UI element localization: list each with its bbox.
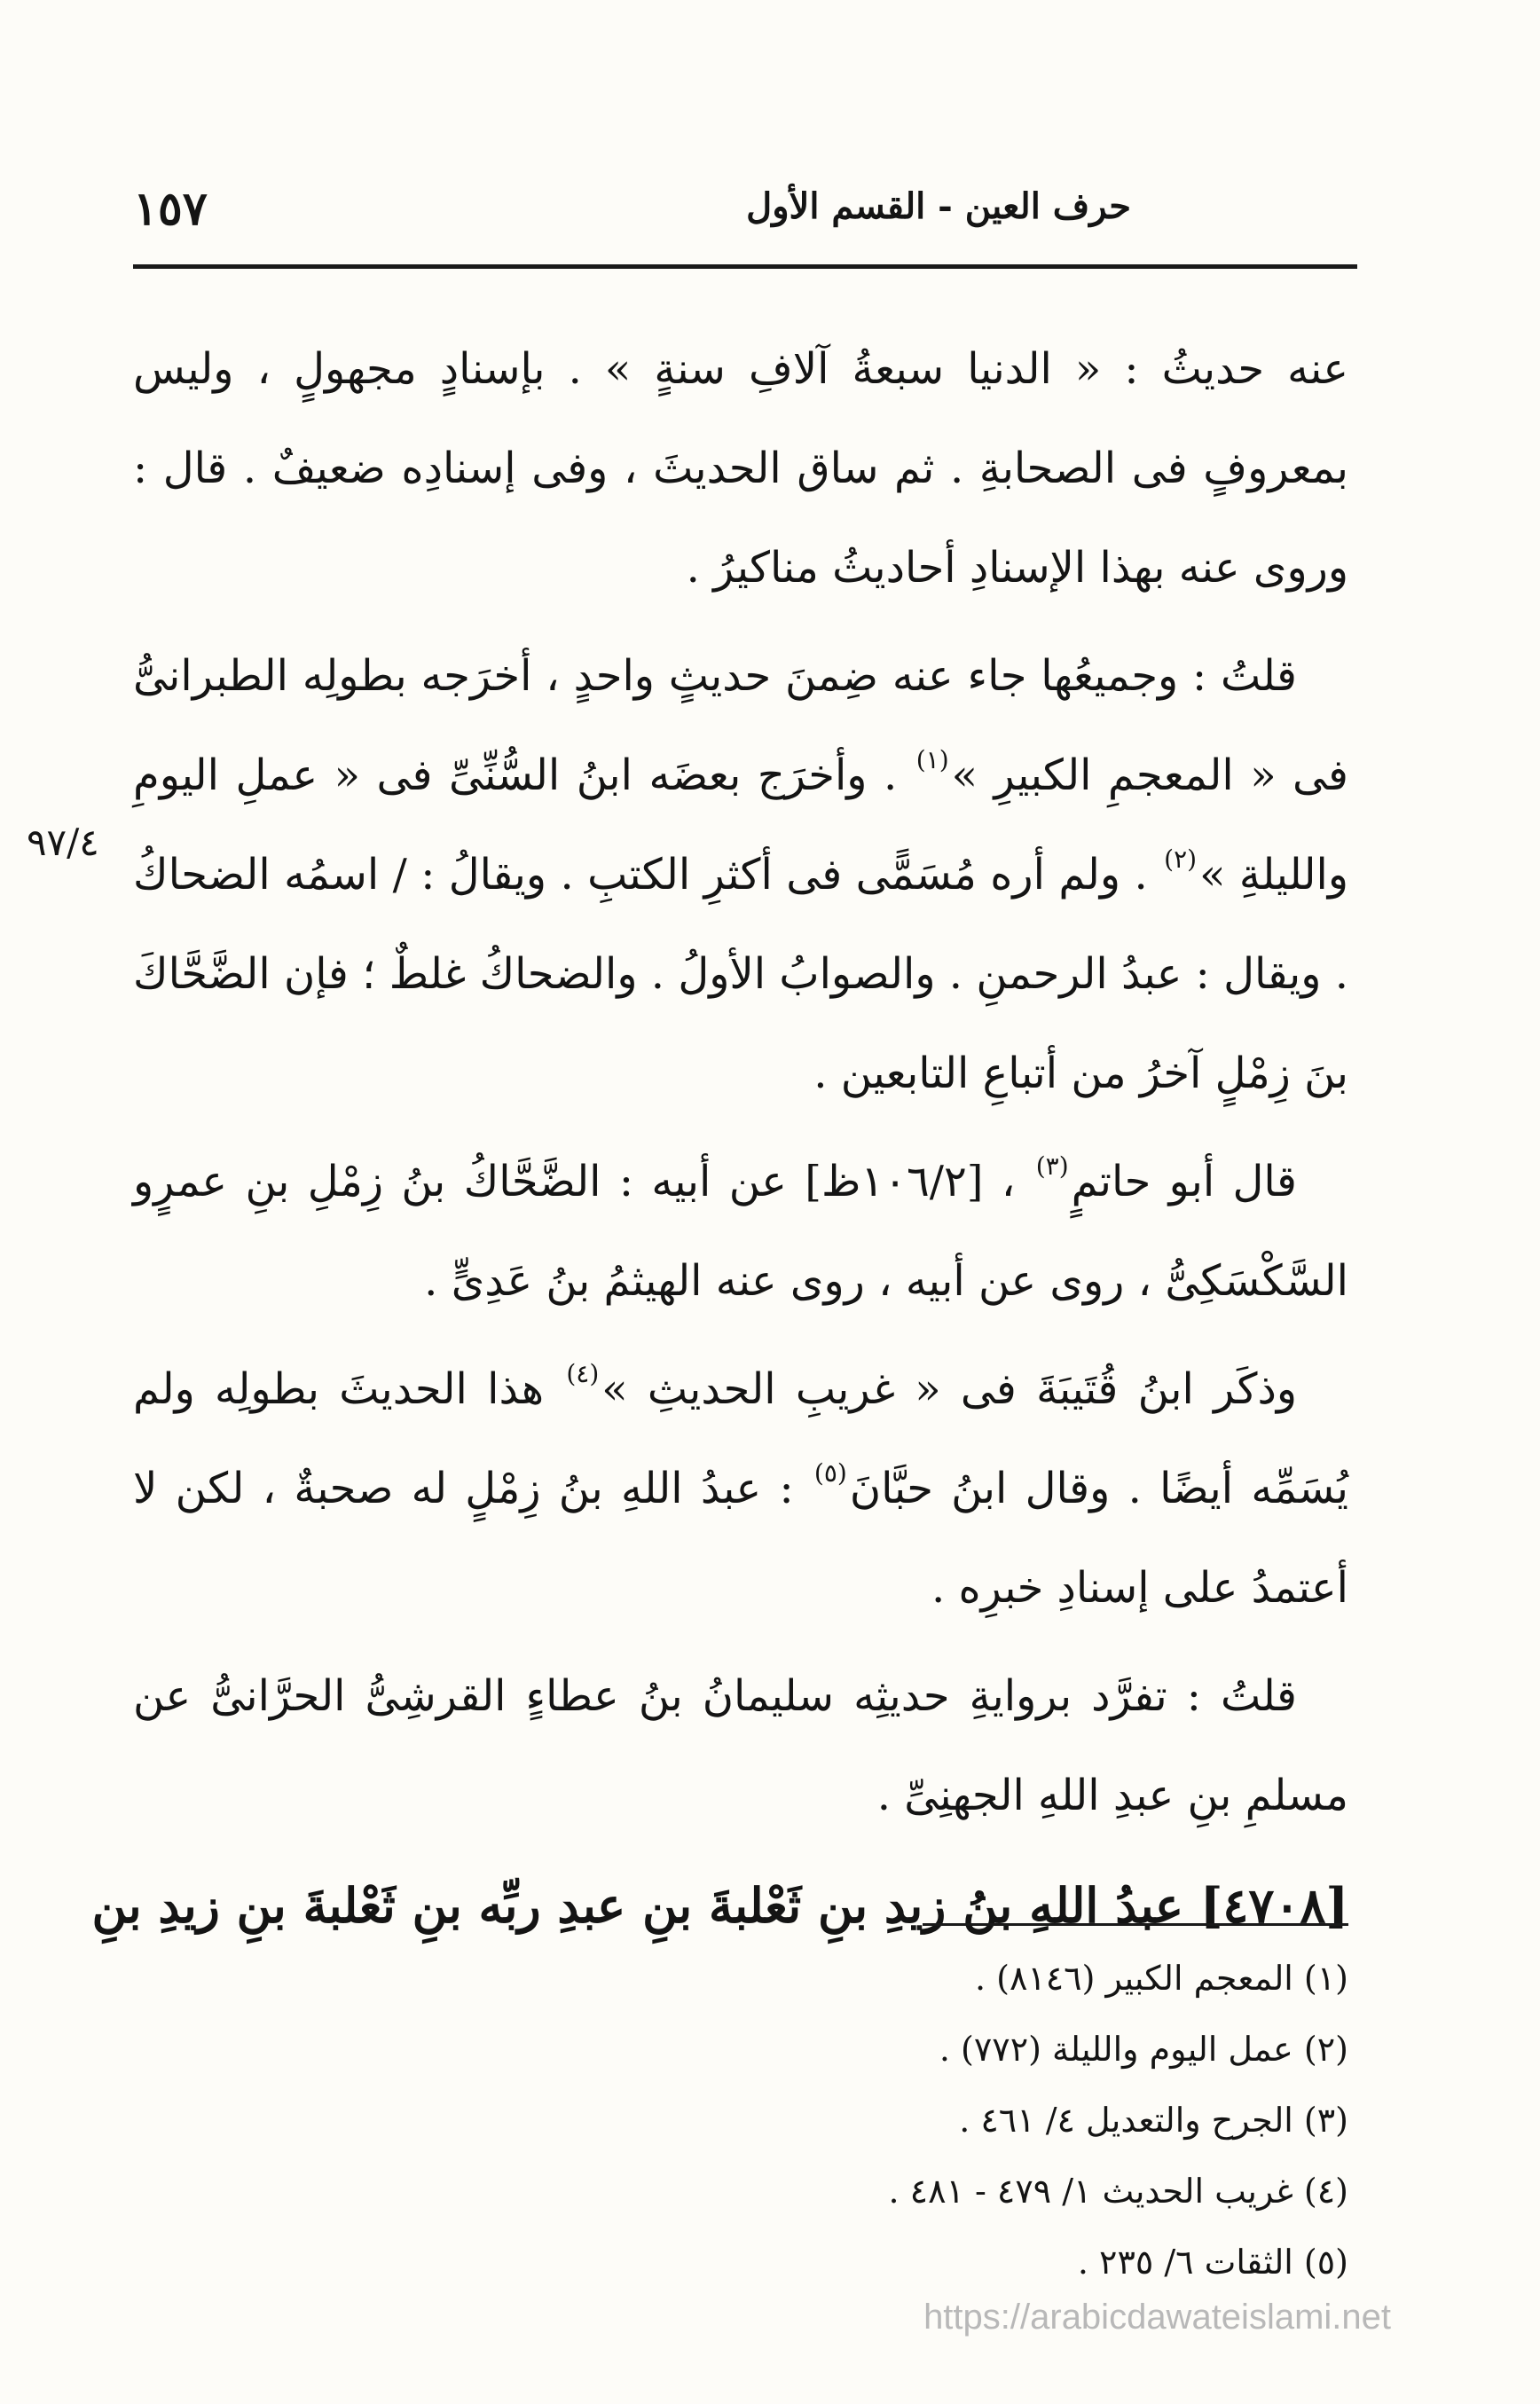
- margin-volume-page-note: ٩٧/٤: [27, 821, 99, 864]
- paragraph-4-text-a: وذكَر ابنُ قُتَيبَةَ فى « غريبِ الحديثِ »: [601, 1364, 1297, 1414]
- footnote-ref-3: (٣): [1035, 1151, 1069, 1181]
- footnote-3: (٣) الجرح والتعديل ٤/ ٤٦١ .: [959, 2101, 1348, 2140]
- footnote-5: (٥) الثقات ٦/ ٢٣٥ .: [1077, 2243, 1348, 2282]
- paragraph-1: عنه حديثُ : « الدنيا سبعةُ آلافِ سنةٍ » . بإسنادٍ مجهولٍ ، وليس بمعروفٍ فى الصحابةِ . ثم ساق الحديثَ ، وفى إسنادِه ضعيفٌ . قال : وروى عنه بهذا الإسنادِ أحاديثُ مناكيرُ .: [133, 344, 1348, 593]
- footnote-rule: [923, 1923, 1348, 1926]
- entry-heading: [٤٧٠٨] عبدُ اللهِ بنُ زيدِ بنِ ثَعْلبةَ بنِ عبدِ ربِّه بنِ ثَعْلبةَ بنِ زيدِ بنِ: [91, 1877, 1348, 1934]
- paragraph-2: [133, 626, 1348, 1123]
- source-watermark: https://arabicdawateislami.net: [923, 2298, 1391, 2337]
- footnote-2: (٢) عمل اليوم والليلة (٧٧٢) .: [939, 2030, 1348, 2069]
- paragraph-2-text-a: قلتُ : وجميعُها جاء عنه ضِمنَ حديثٍ واحدٍ ، أخرَجه بطولِه الطبرانىُّ فى « المعجمِ الكبيرِ »: [133, 651, 1349, 800]
- paragraph-4: [133, 1339, 1348, 1638]
- page-header: [133, 182, 1357, 253]
- footnotes: [133, 1943, 1348, 2298]
- footnote-ref-4: (٤): [566, 1359, 600, 1388]
- footnote-ref-2: (٢): [1164, 845, 1198, 874]
- footnote-ref-1: (١): [915, 745, 949, 774]
- page-number: ١٥٧: [133, 182, 208, 236]
- paragraph-2-text-c: . ولم أره مُسَمًّى فى أكثرِ الكتبِ . ويقالُ : / اسمُه الضحاكُ . ويقال : عبدُ الرحمنِ . والصوابُ الأولُ . والضحاكُ غلطٌ ؛ فإن الضَّحَّاكَ بنَ زِمْلٍ آخرُ من أتباعِ التابعين .: [133, 850, 1348, 1098]
- paragraph-3-text-b: ، [١٠٦/٢ظ] عن أبيه : الضَّحَّاكُ بنُ زِمْلِ بنِ عمرٍو السَّكْسَكِىُّ ، روى عن أبيه ، روى عنه الهيثمُ بنُ عَدِىٍّ .: [133, 1157, 1348, 1306]
- footnote-4: (٤) غريب الحديث ١/ ٤٧٩ - ٤٨١ .: [888, 2172, 1348, 2211]
- paragraph-4-text-c: : عبدُ اللهِ بنُ زِمْلٍ له صحبةٌ ، لكن لا أعتمدُ على إسنادِ خبرِه .: [133, 1464, 1348, 1613]
- paragraph-2-text-b: . وأخرَج بعضَه ابنُ السُّنِّىِّ فى « عملِ اليومِ والليلةِ »: [133, 750, 1348, 900]
- paragraph-3: [133, 1132, 1348, 1331]
- main-text: [91, 319, 1349, 1964]
- header-rule: [133, 264, 1357, 269]
- running-title: حرف العين - القسم الأول: [746, 185, 1131, 227]
- footnote-ref-5: (٥): [813, 1458, 847, 1488]
- paragraph-5: قلتُ : تفرَّد بروايةِ حديثِه سليمانُ بنُ عطاءٍ القرشِىُّ الحرَّانىُّ عن مسلمِ بنِ عبدِ اللهِ الجهنِىِّ .: [133, 1671, 1348, 1820]
- paragraph-4-text-b: هذا الحديثَ بطولِه ولم يُسَمِّه أيضًا . وقال ابنُ حبَّانَ: [133, 1364, 1348, 1513]
- paragraph-3-text-a: قال أبو حاتمٍ: [1071, 1157, 1297, 1206]
- footnote-1: (١) المعجم الكبير (٨١٤٦) .: [974, 1959, 1348, 1998]
